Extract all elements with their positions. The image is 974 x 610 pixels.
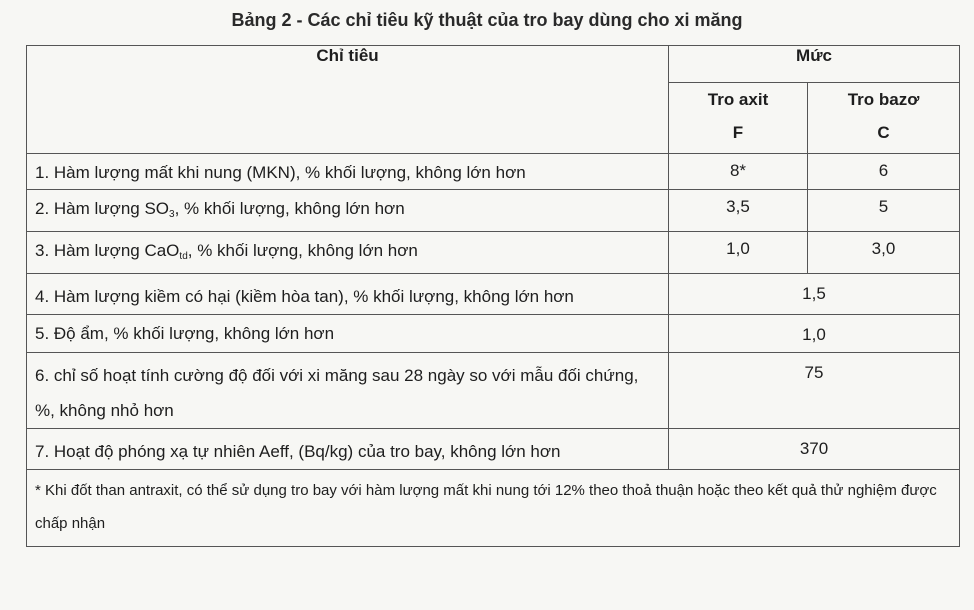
header-row xyxy=(27,46,960,83)
value-shared: 370 xyxy=(669,429,960,470)
table-row xyxy=(27,232,960,274)
header-f-code: F xyxy=(732,123,744,142)
table-row xyxy=(27,274,960,315)
criterion-cell: 5. Độ ẩm, % khối lượng, không lớn hơn xyxy=(27,315,669,353)
table-row xyxy=(27,353,960,429)
value-shared: 1,0 xyxy=(669,315,960,353)
value-f: 3,5 xyxy=(669,190,808,232)
value-shared: 75 xyxy=(669,353,960,429)
criterion-cell: 6. chỉ số hoạt tính cường độ đối với xi măng sau 28 ngày so với mẫu đối chứng, %, không nhỏ hơn xyxy=(27,353,669,429)
header-criteria: Chỉ tiêu xyxy=(27,46,669,154)
table-row xyxy=(27,315,960,353)
header-c-name: Tro bazơ xyxy=(847,90,920,109)
header-c-code: C xyxy=(877,123,890,142)
table-row xyxy=(27,154,960,190)
value-f: 8* xyxy=(669,154,808,190)
criterion-cell: 7. Hoạt độ phóng xạ tự nhiên Aeff, (Bq/kg) của tro bay, không lớn hơn xyxy=(27,429,669,470)
header-level: Mức xyxy=(669,46,960,83)
value-c: 3,0 xyxy=(808,232,960,274)
table-row xyxy=(27,190,960,232)
value-c: 6 xyxy=(808,154,960,190)
value-shared: 1,5 xyxy=(669,274,960,315)
header-class-f xyxy=(669,83,808,154)
table-title: Bảng 2 - Các chỉ tiêu kỹ thuật của tro bay dùng cho xi măng xyxy=(231,10,743,30)
footnote-row xyxy=(27,470,960,547)
criterion-cell: 1. Hàm lượng mất khi nung (MKN), % khối lượng, không lớn hơn xyxy=(27,154,669,190)
footnote: * Khi đốt than antraxit, có thể sử dụng tro bay với hàm lượng mất khi nung tới 12% theo thoả thuận hoặc theo kết quả thử nghiệm được chấp nhận xyxy=(27,470,960,547)
spec-table xyxy=(26,45,960,547)
header-f-name: Tro axit xyxy=(707,90,769,109)
value-c: 5 xyxy=(808,190,960,232)
value-f: 1,0 xyxy=(669,232,808,274)
criterion-cell: 2. Hàm lượng $SO_3$, % khối lượng, không lớn hơn xyxy=(27,190,669,232)
table-row xyxy=(27,429,960,470)
criterion-cell: 3. Hàm lượng CaO$_{td}$, % khối lượng, không lớn hơn xyxy=(27,232,669,274)
header-class-c xyxy=(808,83,960,154)
criterion-cell: 4. Hàm lượng kiềm có hại (kiềm hòa tan), % khối lượng, không lớn hơn xyxy=(27,274,669,315)
